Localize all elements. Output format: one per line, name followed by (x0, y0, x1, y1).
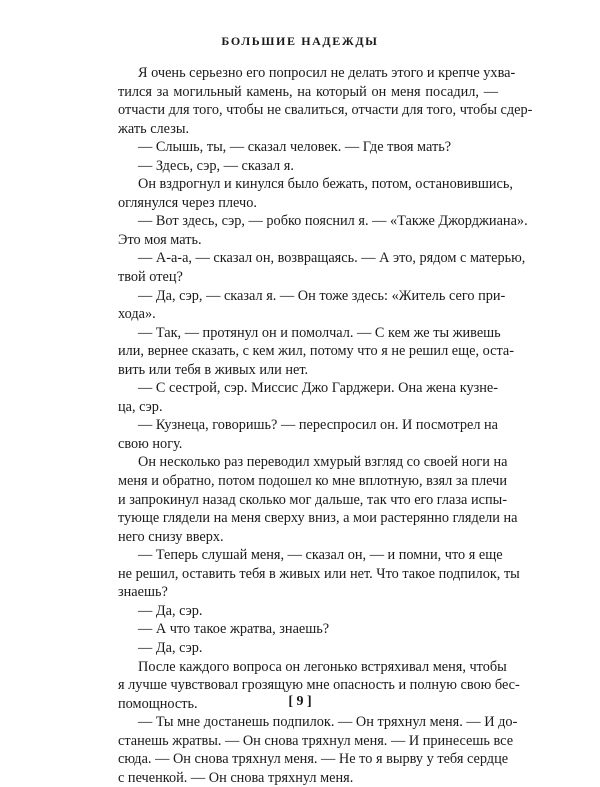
text-line: Он вздрогнул и кинулся было бежать, потом, остановившись, (138, 176, 513, 193)
text-line: и запрокинул назад сколько мог дальше, так что его глаза испы- (118, 491, 507, 508)
text-line: не решил, оставить тебя в живых или нет. Что такое подпилок, ты (118, 565, 520, 582)
text-line: — Теперь слушай меня, — сказал он, — и помни, что я еще (138, 547, 503, 564)
text-line: оглянулся через плечо. (118, 194, 257, 211)
text-line: — Вот здесь, сэр, — робко пояснил я. — «Также Джорджиана». (138, 213, 528, 230)
text-line: с печенкой. — Он снова тряхнул меня. (118, 769, 354, 786)
text-line: свою ногу. (118, 435, 183, 452)
text-line: хода». (118, 306, 156, 323)
text-line: — Да, сэр. (138, 639, 203, 656)
text-line: — Слышь, ты, — сказал человек. — Где твоя мать? (138, 139, 452, 156)
text-line: тился за могильный камень, на который он меня посадил, — (118, 83, 498, 100)
text-line: Он несколько раз переводил хмурый взгляд со своей ноги на (138, 454, 508, 471)
text-line: жать слезы. (118, 120, 190, 137)
text-line: — Здесь, сэр, — сказал я. (138, 157, 294, 174)
text-line: — Кузнеца, говоришь? — переспросил он. И посмотрел на (138, 417, 499, 434)
text-line: станешь жратвы. — Он снова тряхнул меня. — И принесешь все (118, 732, 514, 749)
text-line: я лучше чувствовал грозящую мне опасность и полную свою бес- (118, 677, 520, 694)
text-line: твой отец? (118, 269, 183, 286)
text-line: тующе глядели на меня сверху вниз, а мои растерянно глядели на (118, 510, 518, 527)
text-line: — Да, сэр. (138, 602, 203, 619)
text-line: — А что такое жратва, знаешь? (138, 621, 330, 638)
text-line: отчасти для того, чтобы не свалиться, отчасти для того, чтобы сдер- (118, 102, 533, 119)
text-line: или, вернее сказать, с кем жил, потому что я не решил еще, оста- (118, 343, 515, 360)
body-text (118, 64, 533, 787)
text-line: сюда. — Он снова тряхнул меня. — Не то я вырву у тебя сердце (118, 751, 509, 768)
text-line: него снизу вверх. (118, 528, 224, 545)
text-line: знаешь? (118, 584, 168, 601)
text-line: — Так, — протянул он и помолчал. — С кем же ты живешь (138, 324, 501, 341)
text-line: меня и обратно, потом подошел ко мне вплотную, взял за плечи (118, 473, 508, 490)
text-line: Это моя мать. (118, 231, 202, 248)
text-line: После каждого вопроса он легонько встряхивал меня, чтобы (138, 658, 507, 675)
text-line: — А-а-а, — сказал он, возвращаясь. — А это, рядом с матерью, (138, 250, 526, 267)
text-line: — С сестрой, сэр. Миссис Джо Гарджери. Она жена кузне- (138, 380, 498, 397)
text-line: ца, сэр. (118, 398, 163, 415)
text-line: помощность. (118, 695, 198, 712)
page-number: [ 9 ] (288, 694, 312, 709)
text-line: — Да, сэр, — сказал я. — Он тоже здесь: «Житель сего при- (138, 287, 506, 304)
running-head: БОЛЬШИЕ НАДЕЖДЫ (221, 34, 379, 48)
text-line: Я очень серьезно его попросил не делать этого и крепче ухва- (138, 65, 516, 81)
text-line: вить или тебя в живых или нет. (118, 361, 309, 378)
text-line: — Ты мне достанешь подпилок. — Он тряхнул меня. — И до- (138, 714, 518, 731)
